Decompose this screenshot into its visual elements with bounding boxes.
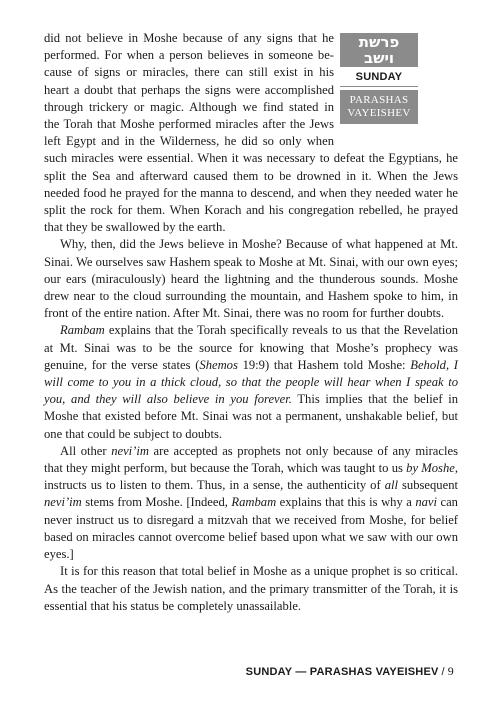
p4-by-moshe: by Moshe, bbox=[406, 461, 458, 476]
p4-text-c: instructs us to listen to them. Thus, in a sense, the authenticity of bbox=[44, 478, 385, 493]
day-label: SUNDAY bbox=[340, 67, 418, 87]
p4-text-a: All other bbox=[60, 443, 112, 458]
p4-text-b: are accepted as prophets not only because of any miracles that they might perform, but because the Torah, which was taught to us bbox=[44, 443, 458, 476]
p1-line-4: heart a doubt that perhaps the signs were accomplished bbox=[44, 82, 334, 97]
hebrew-title-line1: פרשת bbox=[358, 33, 400, 51]
p3-rambam: Rambam bbox=[60, 323, 105, 338]
p1-line-2: performed. For when a person believes in someone be- bbox=[44, 48, 334, 63]
p1-line-7: left Egypt and in the Wilderness, he did so only when bbox=[44, 134, 334, 149]
p3-text-c: This implies that the belief in Moshe that existed before Mt. Sinai was not a permanent, unshakable belief, but one that could be subject to doubts. bbox=[44, 392, 458, 441]
page-footer bbox=[154, 664, 454, 679]
paragraph-5: It is for this reason that total belief in Moshe as a unique prophet is so critical. As the teacher of the Jewish nation, and the primary transmitter of the Torah, it is essential that his status be completely unassailable. bbox=[44, 564, 458, 613]
running-head: SUNDAY — PARASHAS VAYEISHEV bbox=[245, 666, 439, 678]
p4-rambam: Rambam bbox=[231, 495, 277, 510]
hebrew-title-line2: וישב bbox=[363, 49, 395, 67]
p4-navi: navi bbox=[415, 495, 438, 510]
p4-neviim: nevi’im bbox=[111, 443, 149, 458]
parasha-name-line2: VAYEISHEV bbox=[347, 107, 411, 119]
p3-text-a: explains that the Torah specifically reveals to us that the Revelation at Mt. Sinai was to be the source for knowing that Moshe’s prophecy was genuine, for the verse states ( bbox=[44, 323, 458, 372]
p1-line-5: through trickery or magic. Although we find stated in bbox=[44, 99, 334, 114]
p4-neviim-2: nevi’im bbox=[44, 495, 82, 510]
paragraph-3 bbox=[44, 322, 458, 442]
p3-shemos: Shemos bbox=[199, 357, 238, 372]
paragraph-2: Why, then, did the Jews believe in Moshe? Because of what happened at Mt. Sinai. We ourselves saw Hashem speak to Moshe at Mt. Sinai, with our own eyes; our ears (miraculously) heard the lightning and the thunderous sounds. Moshe drew near to the cloud surrounding the mountain, and Hashem spoke to him, in front of the entire nation. After Mt. Sinai, there was no room for further doubts. bbox=[44, 237, 458, 321]
p4-text-d: subsequent bbox=[398, 478, 458, 493]
footer-separator: / bbox=[441, 666, 445, 678]
p3-verse-quote: Behold, I will come to you in a thick cloud, so that the people will hear when I speak to you, and they will also believe in you forever. bbox=[44, 357, 458, 407]
paragraph-1-wrapped bbox=[44, 30, 334, 150]
paragraph-1-continued: such miracles were essential. When it was necessary to defeat the Egyptians, he split the Sea and afterward caused them to be drowned in it. When the Jews needed food he prayed for the manna to descend, and when they needed water he split the rock for them. When Korach and his congregation rebelled, he prayed that they be swallowed by the earth. bbox=[44, 151, 458, 235]
p1-line-3: cause of signs or miracles, there can still exist in his bbox=[44, 65, 334, 80]
page-body bbox=[44, 30, 458, 615]
p3-text-b: 19:9) that Hashem told Moshe: bbox=[237, 357, 411, 372]
p1-line-1: did not believe in Moshe because of any signs that he bbox=[44, 31, 334, 45]
p1-line-6: the Torah that Moshe performed miracles after the Jews bbox=[44, 117, 334, 132]
page-number: 9 bbox=[447, 664, 454, 678]
paragraph-4 bbox=[44, 443, 458, 563]
p4-text-e: stems from Moshe. [Indeed, bbox=[81, 495, 232, 510]
p4-text-f: explains that this is why a bbox=[276, 495, 416, 510]
p4-all: all bbox=[384, 478, 398, 493]
parasha-name-line1: PARASHAS bbox=[349, 94, 409, 106]
p4-text-g: can never instruct us to disregard a mitzvah that we received from Moshe, for belief based on miracles cannot overcome belief based upon what we saw with our own eyes.] bbox=[44, 495, 458, 562]
